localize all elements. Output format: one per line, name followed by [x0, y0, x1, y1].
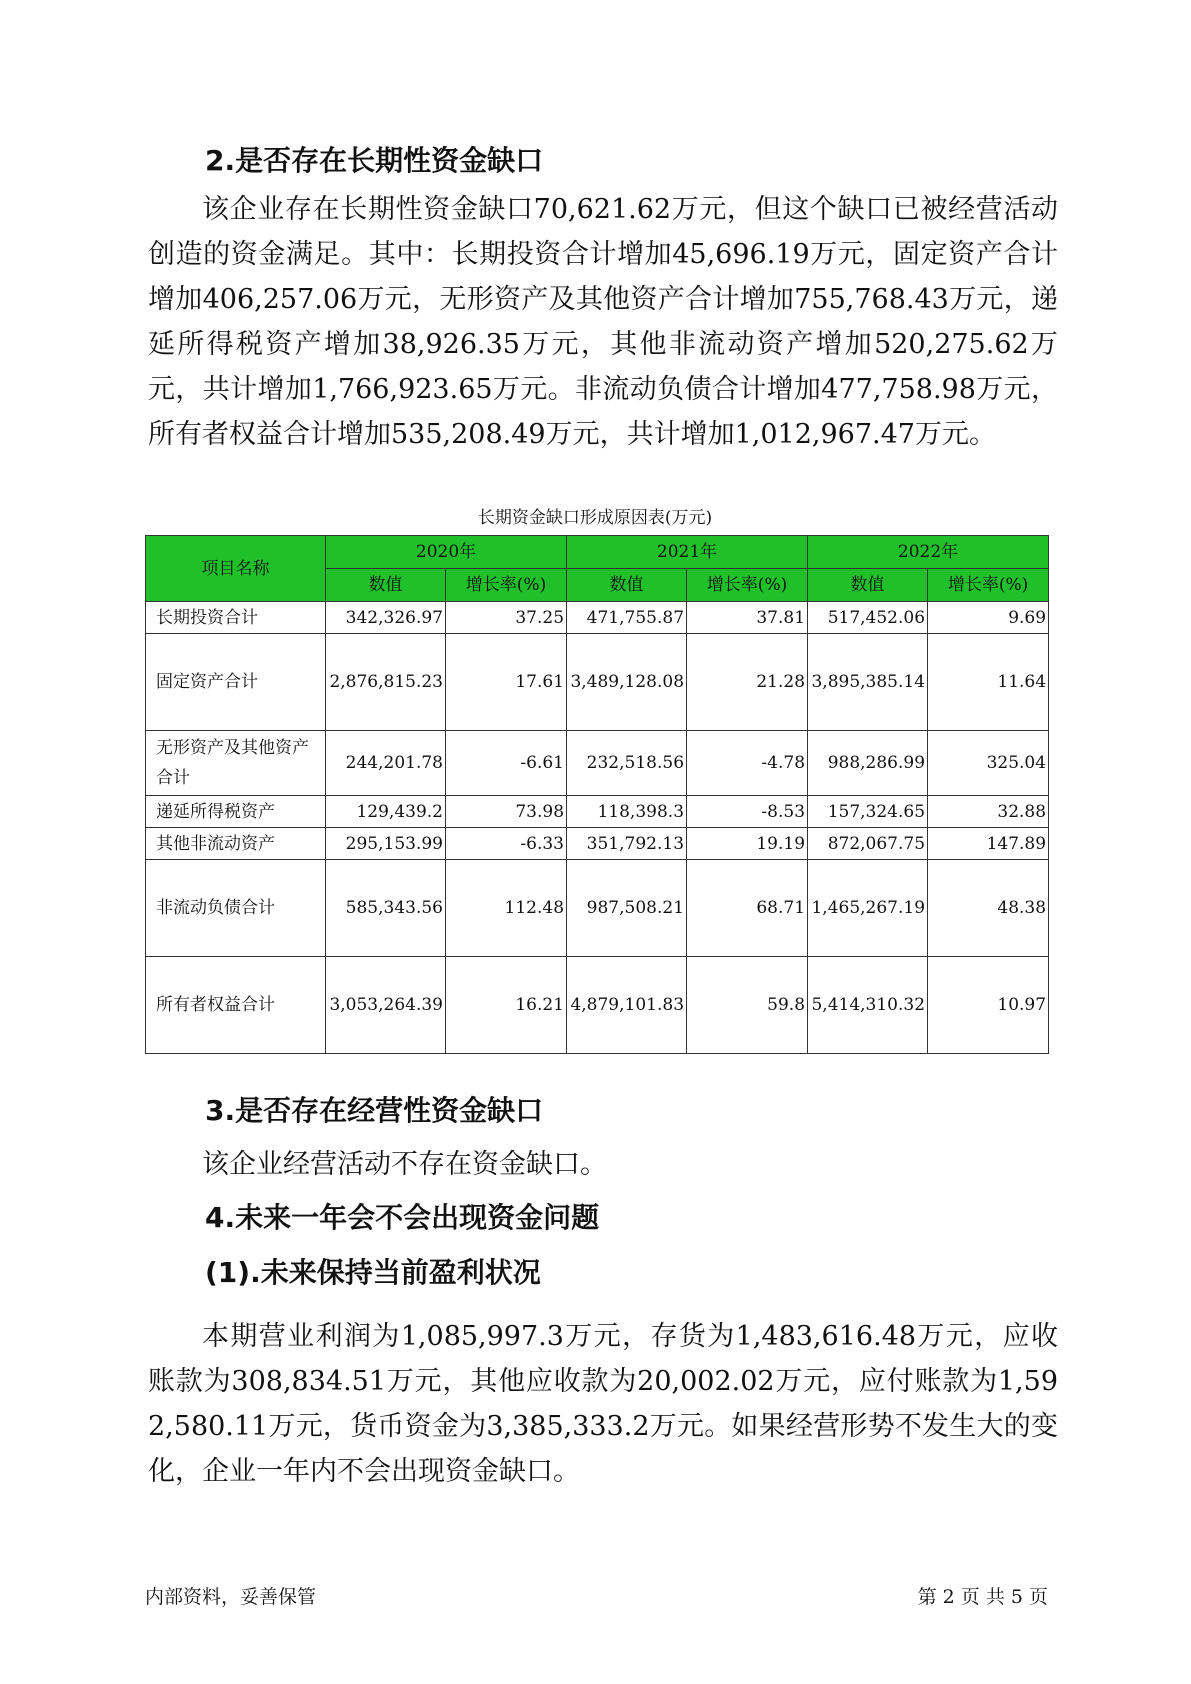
table-caption: 长期资金缺口形成原因表(万元): [477, 508, 713, 528]
cell-growth: 68.71: [687, 860, 808, 957]
cell-growth: 59.8: [687, 957, 808, 1054]
cell-value: 2,876,815.23: [326, 634, 446, 731]
cell-growth: 32.88: [928, 796, 1049, 828]
column-header-year: 2022年: [808, 536, 1049, 569]
table-row: [146, 957, 1049, 1054]
cell-growth: 48.38: [928, 860, 1049, 957]
cell-growth: 19.19: [687, 828, 808, 860]
cell-growth: 112.48: [446, 860, 567, 957]
cell-value: 471,755.87: [567, 602, 687, 634]
table-row: [146, 602, 1049, 634]
cell-value: 157,324.65: [808, 796, 928, 828]
cell-growth: 147.89: [928, 828, 1049, 860]
cell-value: 295,153.99: [326, 828, 446, 860]
cell-growth: -6.33: [446, 828, 567, 860]
cell-value: 4,879,101.83: [567, 957, 687, 1054]
row-label: 无形资产及其他资产合计: [146, 731, 326, 796]
cell-growth: 325.04: [928, 731, 1049, 796]
next-year-paragraph: 本期营业利润为1,085,997.3万元，存货为1,483,616.48万元，应收账款为308,834.51万元，其他应收款为20,002.02万元，应付账款为1,592,580.11万元，货币资金为3,385,333.2万元。如果经营形势不发生大的变化，企业一年内不会出现资金缺口。: [148, 1321, 1058, 1487]
table-row: [146, 860, 1049, 957]
cell-value: 342,326.97: [326, 602, 446, 634]
cell-value: 1,465,267.19: [808, 860, 928, 957]
column-header-growth-rate: 增长率(%): [446, 569, 567, 602]
table-row: [146, 796, 1049, 828]
cell-growth: 73.98: [446, 796, 567, 828]
cell-value: 872,067.75: [808, 828, 928, 860]
column-header-year: 2020年: [326, 536, 567, 569]
footer-confidential-note: 内部资料，妥善保管: [145, 1586, 317, 1608]
cell-growth: 11.64: [928, 634, 1049, 731]
long-term-gap-table: [145, 535, 1049, 1054]
cell-value: 3,895,385.14: [808, 634, 928, 731]
cell-value: 5,414,310.32: [808, 957, 928, 1054]
section-heading-long-term-gap: 2.是否存在长期性资金缺口: [205, 144, 544, 177]
row-label: 递延所得税资产: [146, 796, 326, 828]
column-header-value: 数值: [808, 569, 928, 602]
table-header-row-years: [146, 536, 1049, 569]
cell-growth: -6.61: [446, 731, 567, 796]
row-label: 非流动负债合计: [146, 860, 326, 957]
column-header-item-name: 项目名称: [146, 536, 326, 602]
cell-value: 351,792.13: [567, 828, 687, 860]
column-header-year: 2021年: [567, 536, 808, 569]
cell-value: 517,452.06: [808, 602, 928, 634]
cell-growth: 21.28: [687, 634, 808, 731]
cell-value: 129,439.2: [326, 796, 446, 828]
section-heading-next-year: 4.未来一年会不会出现资金问题: [205, 1201, 600, 1234]
cell-growth: 17.61: [446, 634, 567, 731]
long-term-gap-paragraph: 该企业存在长期性资金缺口70,621.62万元，但这个缺口已被经营活动创造的资金满足。其中：长期投资合计增加45,696.19万元，固定资产合计增加406,257.06万元，无形资产及其他资产合计增加755,768.43万元，递延所得税资产增加38,926.35万元，其他非流动资产增加520,275.62万元，共计增加1,766,923.65万元。非流动负债合计增加477,758.98万元，所有者权益合计增加535,208.49万元，共计增加1,012,967.47万元。: [148, 194, 1058, 450]
subsection-heading-current-profit: (1).未来保持当前盈利状况: [205, 1256, 541, 1289]
footer-page-number: 第 2 页 共 5 页: [917, 1586, 1048, 1608]
cell-value: 987,508.21: [567, 860, 687, 957]
cell-value: 585,343.56: [326, 860, 446, 957]
cell-value: 3,489,128.08: [567, 634, 687, 731]
table-row: [146, 828, 1049, 860]
cell-value: 3,053,264.39: [326, 957, 446, 1054]
table-row: [146, 634, 1049, 731]
row-label: 其他非流动资产: [146, 828, 326, 860]
row-label: 所有者权益合计: [146, 957, 326, 1054]
row-label: 长期投资合计: [146, 602, 326, 634]
cell-value: 232,518.56: [567, 731, 687, 796]
cell-growth: -4.78: [687, 731, 808, 796]
column-header-growth-rate: 增长率(%): [687, 569, 808, 602]
cell-value: 118,398.3: [567, 796, 687, 828]
cell-growth: 37.25: [446, 602, 567, 634]
row-label: 固定资产合计: [146, 634, 326, 731]
cell-growth: 9.69: [928, 602, 1049, 634]
cell-growth: 10.97: [928, 957, 1049, 1054]
cell-growth: 37.81: [687, 602, 808, 634]
column-header-growth-rate: 增长率(%): [928, 569, 1049, 602]
column-header-value: 数值: [326, 569, 446, 602]
section-heading-operating-gap: 3.是否存在经营性资金缺口: [205, 1094, 544, 1127]
cell-growth: -8.53: [687, 796, 808, 828]
table-row: [146, 731, 1049, 796]
cell-value: 988,286.99: [808, 731, 928, 796]
operating-gap-paragraph: 该企业经营活动不存在资金缺口。: [202, 1149, 607, 1180]
cell-value: 244,201.78: [326, 731, 446, 796]
column-header-value: 数值: [567, 569, 687, 602]
cell-growth: 16.21: [446, 957, 567, 1054]
